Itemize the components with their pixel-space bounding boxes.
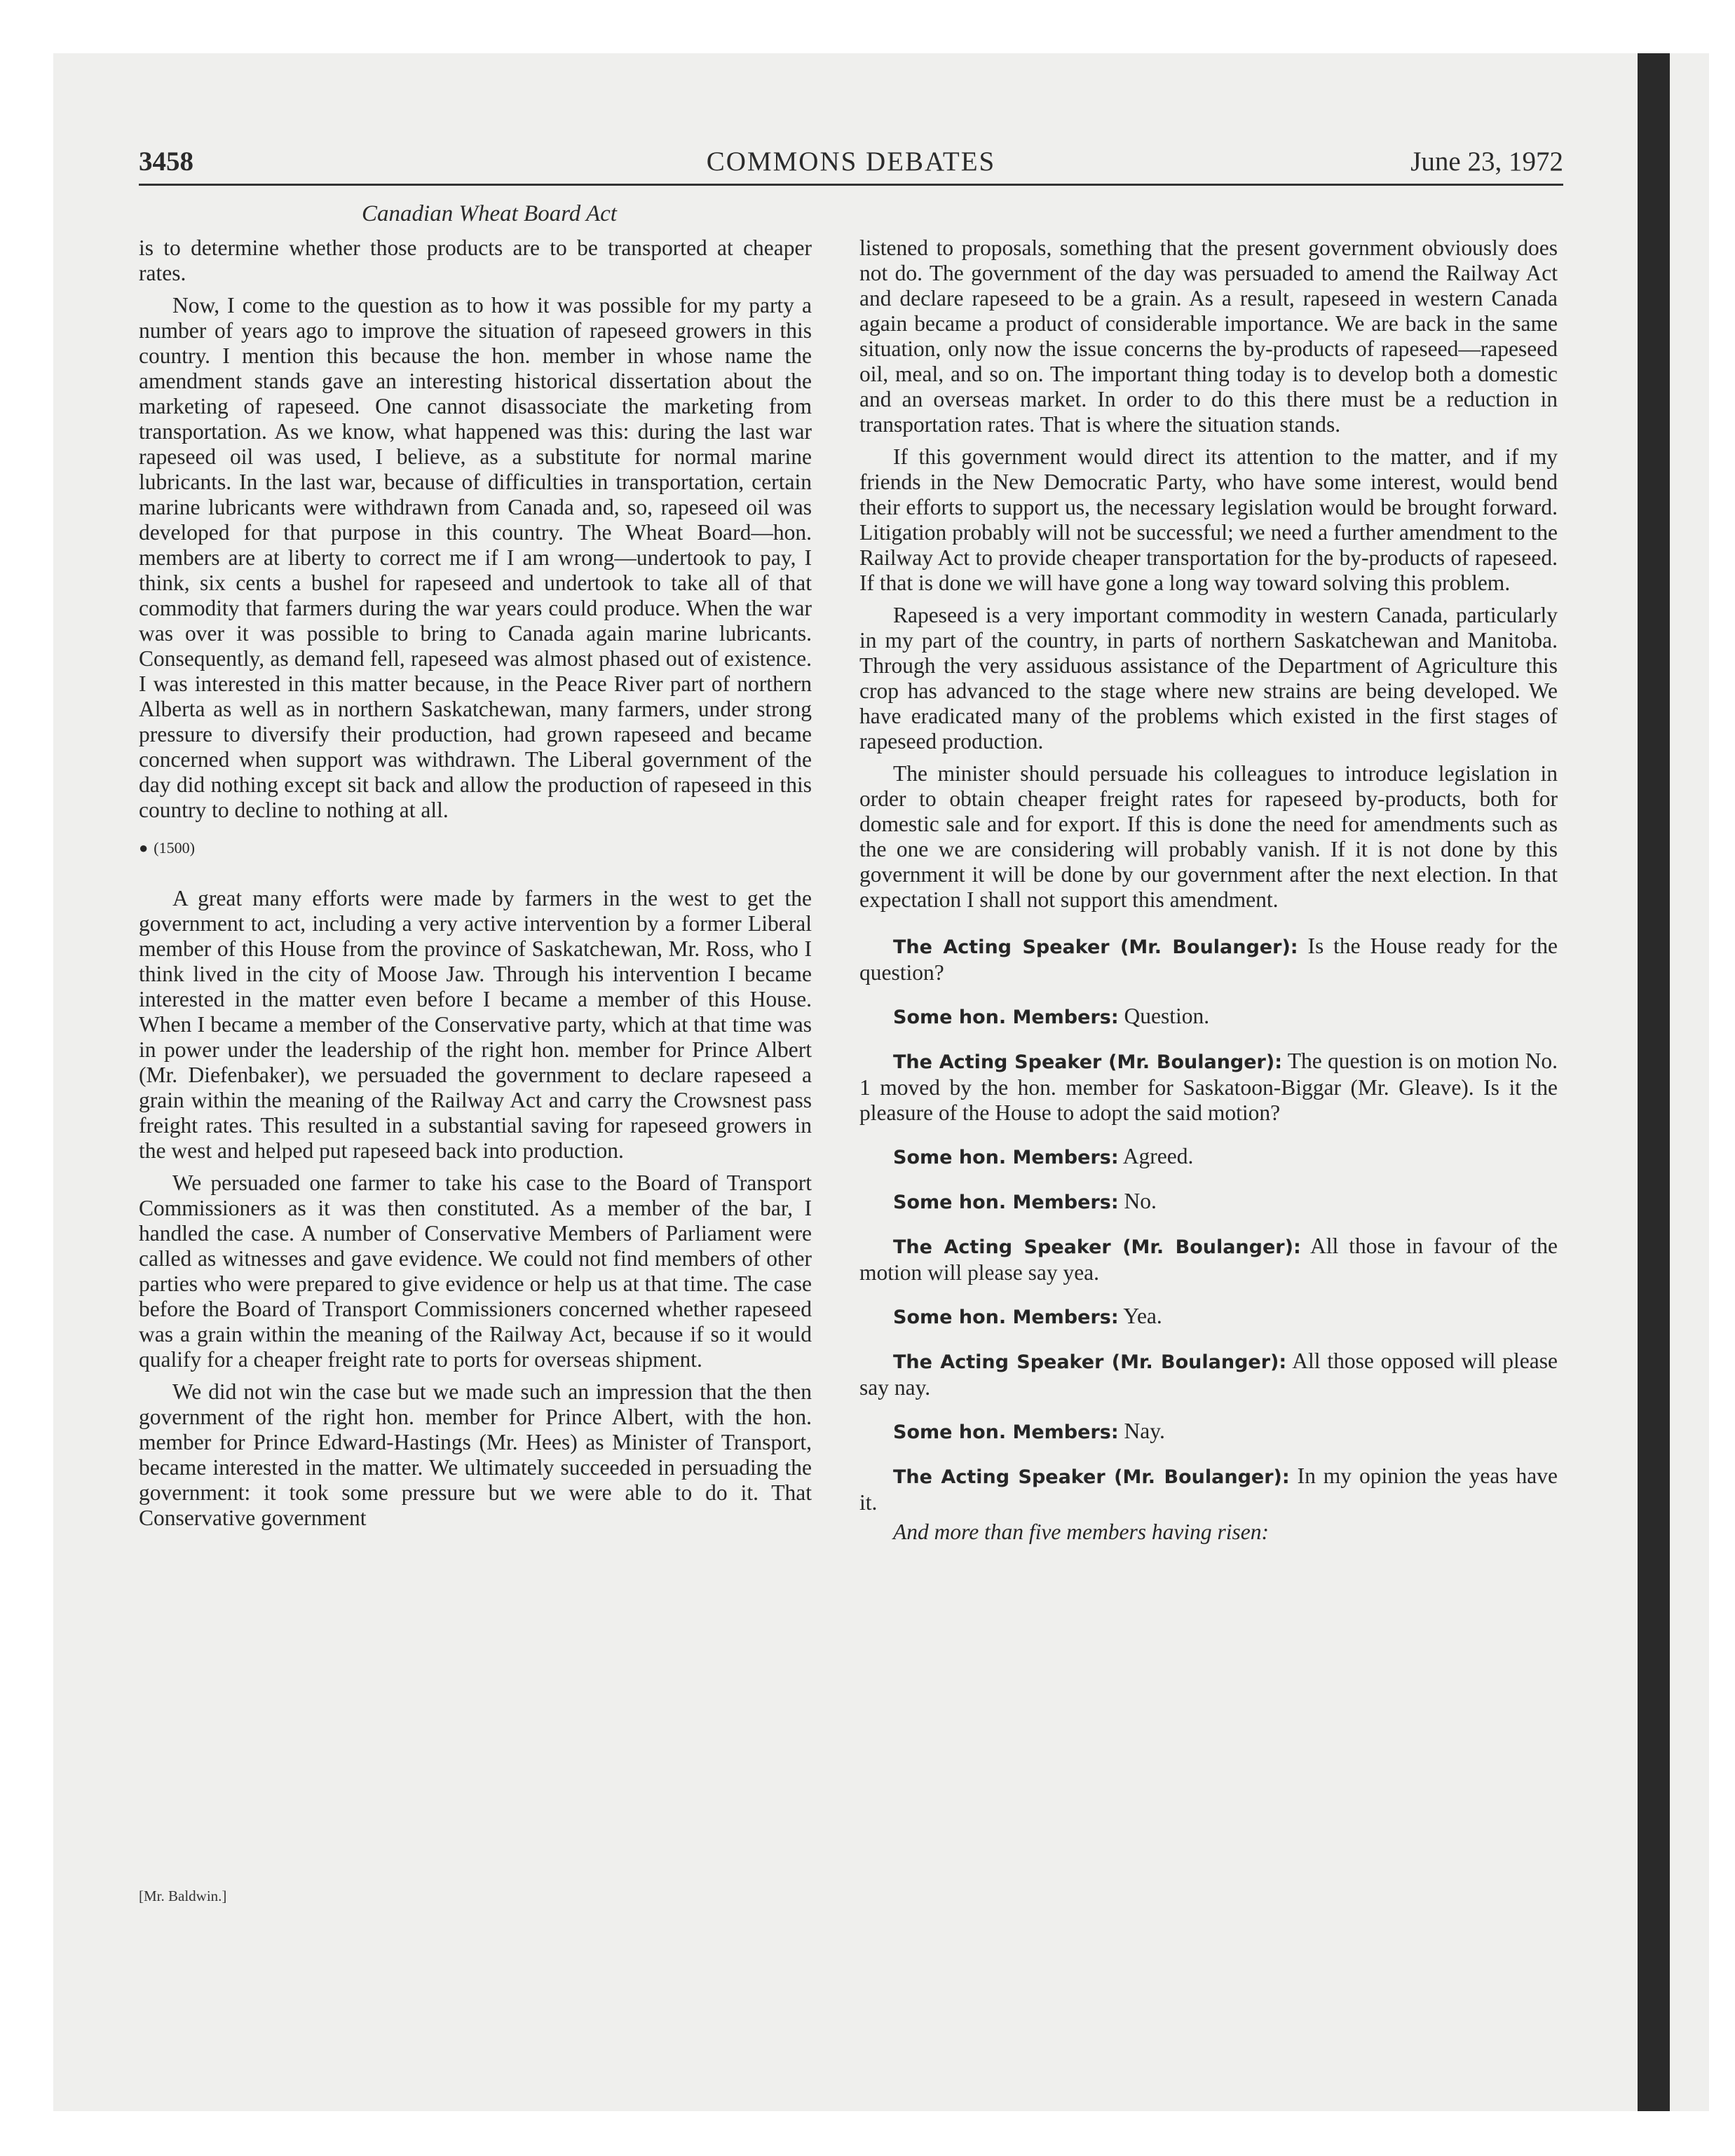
exchange [859,934,1558,985]
speech: No. [1118,1189,1157,1213]
speaker-tag: [Mr. Baldwin.] [139,1888,227,1904]
speech: In my opinion the yeas have it. [859,1464,1558,1515]
exchange [859,1464,1558,1515]
exchange [859,1144,1558,1171]
scan-edge-shadow [1638,53,1670,2111]
page-number: 3458 [139,146,193,177]
exchange [859,1419,1558,1445]
speech: Nay. [1118,1419,1165,1443]
speech: Agreed. [1118,1144,1194,1168]
speaker-name: The Acting Speaker (Mr. Boulanger): [893,936,1298,958]
exchange [859,1349,1558,1400]
paragraph: Rapeseed is a very important commodity in western Canada, particularly in my part of the country, in parts of northern Saskatchewan and Manitoba. Through the very assiduous assistance of the Department of Agriculture this crop has advanced to the stage where new strains are being developed. We have eradicated many of the problems which existed in the first stages of rapeseed production. [859,603,1558,753]
procedural-note: And more than five members having risen: [893,1520,1269,1544]
left-column [139,236,812,1538]
exchange [859,1189,1558,1215]
speaker-name: The Acting Speaker (Mr. Boulanger): [893,1466,1290,1488]
paragraph: The minister should persuade his colleagues to introduce legislation in order to obtain cheaper freight rates for rapeseed by-products, both for domestic sale and for export. If this is done the need for amendments such as the one we are considering will probably vanish. If it is not done by this government it will be done by our government after the next election. In that expectation I shall not support this amendment. [859,761,1558,912]
exchange [859,1004,1558,1030]
speech: All those in favour of the motion will please say yea. [859,1234,1558,1285]
publication-date: June 23, 1972 [1410,146,1563,177]
exchange [859,1304,1558,1330]
exchange [859,1234,1558,1285]
speaker-name: Some hon. Members: [893,1147,1119,1168]
speaker-name: Some hon. Members: [893,1306,1119,1328]
running-title: Canadian Wheat Board Act [362,201,617,226]
speech: Question. [1118,1004,1210,1028]
right-column [859,236,1558,1552]
speaker-name: Some hon. Members: [893,1007,1119,1028]
paragraph: A great many efforts were made by farmers in the west to get the government to act, including a very active intervention by a former Liberal member of this House from the province of Saskatchewan, Mr. Ross, who I think lived in the city of Moose Jaw. Through his intervention I became interested in the matter even before I became a member of this House. When I became a member of the Conservative party, which at that time was in power under the leadership of the right hon. member for Prince Albert (Mr. Diefenbaker), we persuaded the government to declare rapeseed a grain within the meaning of the Railway Act and carry the Crowsnest pass freight rates. This resulted in a substantial saving for rapeseed growers in the west and helped put rapeseed back into production. [139,886,812,1163]
speaker-name: The Acting Speaker (Mr. Boulanger): [893,1351,1287,1373]
paragraph: If this government would direct its attention to the matter, and if my friends in the New Democratic Party, who have some interest, would bend their efforts to support us, the necessary legislation would be brought forward. Litigation probably will not be successful; we need a further amendment to the Railway Act to provide cheaper transportation for the by-products of rapeseed. If that is done we will have gone a long way toward solving this problem. [859,444,1558,595]
speaker-name: Some hon. Members: [893,1421,1119,1443]
time-marker-text: (1500) [154,839,195,857]
speaker-name: Some hon. Members: [893,1192,1119,1213]
paragraph: Now, I come to the question as to how it was possible for my party a number of years ago to improve the situation of rapeseed growers in this country. I mention this because the hon. member in whose name the amendment stands gave an interesting historical dissertation about the marketing of rapeseed. One cannot disassociate the marketing from transportation. As we know, what happened was this: during the last war rapeseed oil was used, I believe, as a substitute for normal marine lubricants. In the last war, because of difficulties in transportation, certain marine lubricants were withdrawn from Canada and, so, rapeseed oil was developed for that purpose in this country. The Wheat Board—hon. members are at liberty to correct me if I am wrong—undertook to pay, I think, six cents a bushel for rapeseed and undertook to take all of that commodity that farmers during the war years could produce. When the war was over it was possible to bring to Canada again marine lubricants. Consequently, as demand fell, rapeseed was almost phased out of existence. I was interested in this matter because, in the Peace River part of northern Alberta as well as in northern Saskatchewan, many farmers, under strong pressure to diversify their production, had grown rapeseed and became concerned when support was withdrawn. The Liberal government of the day did nothing except sit back and allow the production of rapeseed in this country to decline to nothing at all. [139,293,812,822]
publication-title: COMMONS DEBATES [706,146,996,177]
bullet-icon: ● [139,839,149,857]
speech: Yea. [1118,1304,1162,1328]
speech: Is the House ready for the question? [859,934,1558,985]
page-header [139,146,1563,186]
paragraph: is to determine whether those products are to be transported at cheaper rates. [139,236,812,285]
speaker-name: The Acting Speaker (Mr. Boulanger): [893,1236,1301,1258]
paragraph: We did not win the case but we made such an impression that the then government of the right hon. member for Prince Albert, with the hon. member for Prince Edward-Hastings (Mr. Hees) as Minister of Transport, became interested in the matter. We ultimately succeeded in persuading the government: it took some pressure but we were able to do it. That Conservative government [139,1379,812,1530]
exchange [859,1049,1558,1126]
paragraph: We persuaded one farmer to take his case to the Board of Transport Commissioners as it was then constituted. As a member of the bar, I handled the case. A number of Conservative Members of Parliament were called as witnesses and gave evidence. We could not find members of other parties who were prepared to give evidence or help us at that time. The case before the Board of Transport Commissioners concerned whether rapeseed was a grain within the meaning of the Railway Act, because if so it would qualify for a cheaper freight rate to ports for overseas shipment. [139,1171,812,1372]
paragraph: listened to proposals, something that the present government obviously does not do. The government of the day was persuaded to amend the Railway Act and declare rapeseed to be a grain. As a result, rapeseed in western Canada again became a product of considerable importance. We are back in the same situation, only now the issue concerns the by-products of rapeseed—rapeseed oil, meal, and so on. The important thing today is to develop both a domestic and an overseas market. In order to do this there must be a reduction in transportation rates. That is where the situation stands. [859,236,1558,437]
time-marker [139,835,812,861]
speech: All those opposed will please say nay. [859,1349,1558,1400]
speech: The question is on motion No. 1 moved by the hon. member for Saskatoon-Biggar (Mr. Gleave). Is it the pleasure of the House to adopt the said motion? [859,1049,1558,1125]
speaker-name: The Acting Speaker (Mr. Boulanger): [893,1051,1283,1073]
